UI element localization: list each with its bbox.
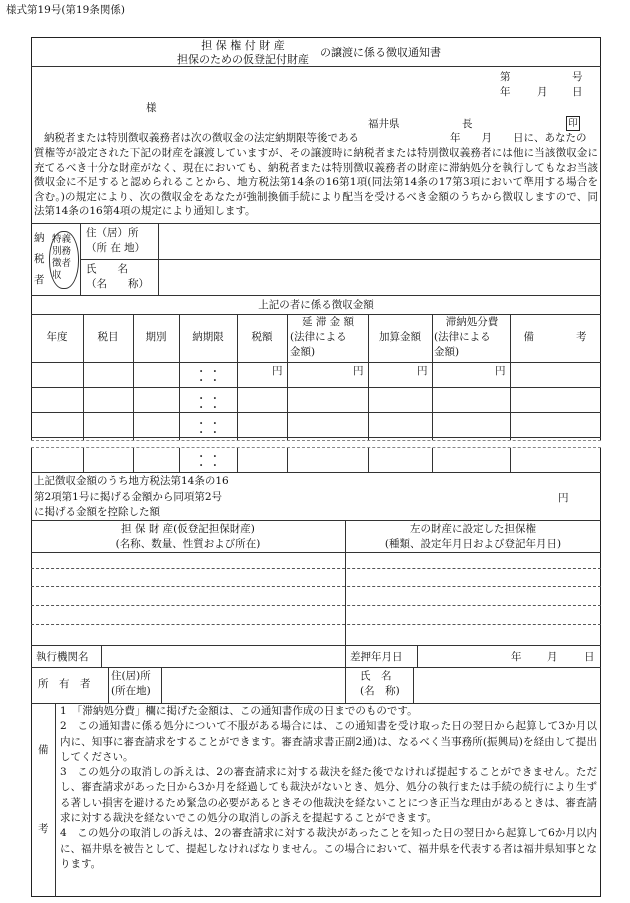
side-char: 者 (61, 258, 72, 269)
date-month-label: 月 (537, 86, 548, 98)
divider (31, 645, 601, 646)
body-text: 質権等が設定された下記の財産を譲渡していますが、その譲渡時に納税者または特別徴収義務者には他に当該徴収金に充てるべき十分な財産がなく、現在においても、納税者または特別徴収義務者の財産に滞納処分を執行してもなお当該徴収金に不足すると認められることから、地方税法第14条の16第1項(同法第14条の17第3項において準用する場合を含む。)の規定により、次の徴収金をあなたが強制換価手続により配当を受けるべき金額のうちから徴収しますので、同法第14条の16第4項の規定により通知します。 (34, 147, 598, 217)
side-char: 別 (52, 246, 62, 257)
due-date-dots: ・ ・ (195, 460, 221, 472)
yen-unit: 円 (353, 365, 364, 377)
name-label: 氏 名 (86, 263, 128, 275)
deduction-line: に掲げる金額を控除した額 (34, 506, 160, 518)
issuer-title: 長 (462, 118, 473, 130)
property-left-sub: (名称、数量、性質および所在) (115, 538, 261, 550)
title-block (168, 39, 318, 67)
due-date-dots: ・ ・ (195, 366, 221, 378)
side-char: 収 (52, 270, 62, 281)
note-item: 4 この処分の取消しの訴えは、2の審査請求に対する裁決があったことを知った日の翌日から起算して6か月以内に、福井県を被告として、提起しなければなりません。この場合において、福井県を代表する者は福井県知事となります。 (60, 827, 597, 870)
owner-name-sub: (名 称) (360, 685, 400, 697)
col-disposal-cost (434, 315, 510, 360)
seizure-month-label: 月 (547, 651, 558, 663)
side-char: 税 (34, 253, 45, 265)
col-remarks: 備 考 (523, 331, 587, 343)
address-label: 住（居）所 (86, 227, 139, 239)
col-delinquent-line: 金額) (290, 346, 316, 358)
col-due: 納期限 (192, 331, 224, 343)
due-date-dots: ・ ・ (195, 427, 221, 439)
property-right-title: 左の財産に設定した担保権 (410, 523, 536, 535)
col-delinquent (290, 315, 366, 360)
title-line2: 担保のための仮登記付財産 (177, 53, 309, 66)
due-date-dots: ・ ・ (195, 418, 221, 430)
number-suffix: 号 (572, 71, 583, 83)
note-item: 1 「滞納処分費」欄に掲げた金額は、この通知書作成の日までのものです。 (60, 705, 418, 717)
col-additional: 加算金額 (379, 331, 421, 343)
notes-label-2: 考 (38, 823, 49, 835)
yen-unit: 円 (272, 365, 283, 377)
col-disposal-line: 金額) (434, 346, 460, 358)
note-item: 3 この処分の取消しの訴えは、2の審査請求に対する裁決を経た後でなければ提起することができません。ただし、審査請求があった日から3か月を経過しても裁決がないとき、処分、処分の執行または手続の続行により生ずる著しい損害を避けるため緊急の必要があるときその他裁決を経ないことにつき正当な理由があるときは、審査請求に対する裁決を経ないでこの処分の取消しの訴えを提起することができます。 (60, 766, 597, 825)
table-break-mark (31, 440, 601, 448)
body-date: 年 月 日に、あなたの (450, 132, 587, 144)
side-char: 義 (61, 234, 72, 245)
property-left-header (31, 522, 345, 552)
seizure-date-label: 差押年月日 (350, 651, 403, 663)
owner-address-sub: (所在地) (111, 685, 151, 697)
due-date-dots: ・ ・ (195, 375, 221, 387)
side-char: 納 (34, 232, 45, 244)
address-label-block (86, 226, 145, 256)
seizure-year-label: 年 (511, 651, 522, 663)
divider (31, 520, 601, 521)
taxpayer-name-field[interactable] (160, 260, 598, 294)
owner-name-label-block (360, 669, 400, 699)
owner-address-label: 住(居)所 (111, 670, 151, 682)
title-line1: 担 保 権 付 財 産 (201, 39, 285, 52)
divider (31, 295, 601, 296)
due-date-dots: ・ ・ (195, 451, 221, 463)
number-label: 第 (500, 71, 511, 83)
col-period: 期別 (145, 331, 167, 343)
issuer-prefecture: 福井県 (368, 118, 400, 130)
notes-label-1: 備 (38, 744, 49, 756)
seizure-day-label: 日 (584, 651, 595, 663)
owner-address-label-block (111, 669, 151, 699)
property-right-header (345, 522, 601, 552)
col-disposal-line: (法律による (434, 331, 491, 343)
deduction-yen-unit: 円 (558, 492, 569, 504)
col-tax-item: 税目 (97, 331, 119, 343)
owner-label: 所 有 者 (38, 678, 91, 690)
due-date-dots: ・ ・ (195, 393, 221, 405)
execution-agency-label: 執行機関名 (36, 651, 89, 663)
col-delinquent-line: 延 滞 金 額 (301, 316, 354, 328)
date-day-label: 日 (572, 86, 583, 98)
body-first: 納税者または特別徴収義務者は次の徴収金の法定納期限等後である (44, 132, 359, 144)
owner-name-label: 氏 名 (360, 670, 392, 682)
taxpayer-address-field[interactable] (160, 224, 598, 258)
form-label: 様式第19号(第19条関係) (6, 4, 125, 16)
divider (31, 66, 601, 67)
note-item: 2 この通知書に係る処分について不服がある場合には、この通知書を受け取った日の翌日から起算して3か月以内に、知事に審査請求をすることができます。審査請求書正副2通)は、なるべく当事務所(振興局)を経由して提出してください。 (60, 720, 597, 763)
due-date-dots: ・ ・ (195, 402, 221, 414)
divider (31, 552, 601, 553)
name-sub-label: （名 称） (86, 278, 149, 290)
property-left-title: 担 保 財 産(仮登記担保財産) (121, 523, 255, 535)
deduction-line: 上記徴収金額のうち地方税法第14条の16 (34, 475, 229, 487)
property-right-sub: (種類、設定年月日および登記年月日) (384, 538, 562, 550)
col-delinquent-line: (法律による (290, 331, 347, 343)
name-label-block (86, 262, 149, 292)
yen-unit: 円 (417, 365, 428, 377)
divider (31, 362, 601, 363)
taxpayer-side-outer (34, 228, 44, 291)
side-char: 徴 (52, 258, 62, 269)
taxpayer-side-inner (52, 234, 76, 282)
deduction-label (34, 474, 229, 521)
notes-list (60, 704, 597, 872)
title-suffix: の譲渡に係る徴収通知書 (320, 46, 441, 59)
seal-stamp: 印 (566, 116, 580, 131)
amount-section-title: 上記の者に係る徴収金額 (258, 299, 374, 311)
deduction-line: 第2項第1号に掲げる金額から同項第2号 (34, 490, 223, 503)
addressee-suffix: 様 (146, 102, 157, 114)
address-sub-label: （所 在 地） (86, 242, 146, 254)
side-char: 特 (52, 234, 62, 245)
col-tax-amount: 税額 (251, 331, 273, 343)
yen-unit: 円 (495, 365, 506, 377)
date-year-label: 年 (500, 86, 511, 98)
col-disposal-line: 滞納処分費 (445, 316, 499, 328)
col-year: 年度 (46, 331, 68, 343)
side-char: 務 (61, 246, 72, 257)
side-char: 者 (34, 274, 45, 286)
